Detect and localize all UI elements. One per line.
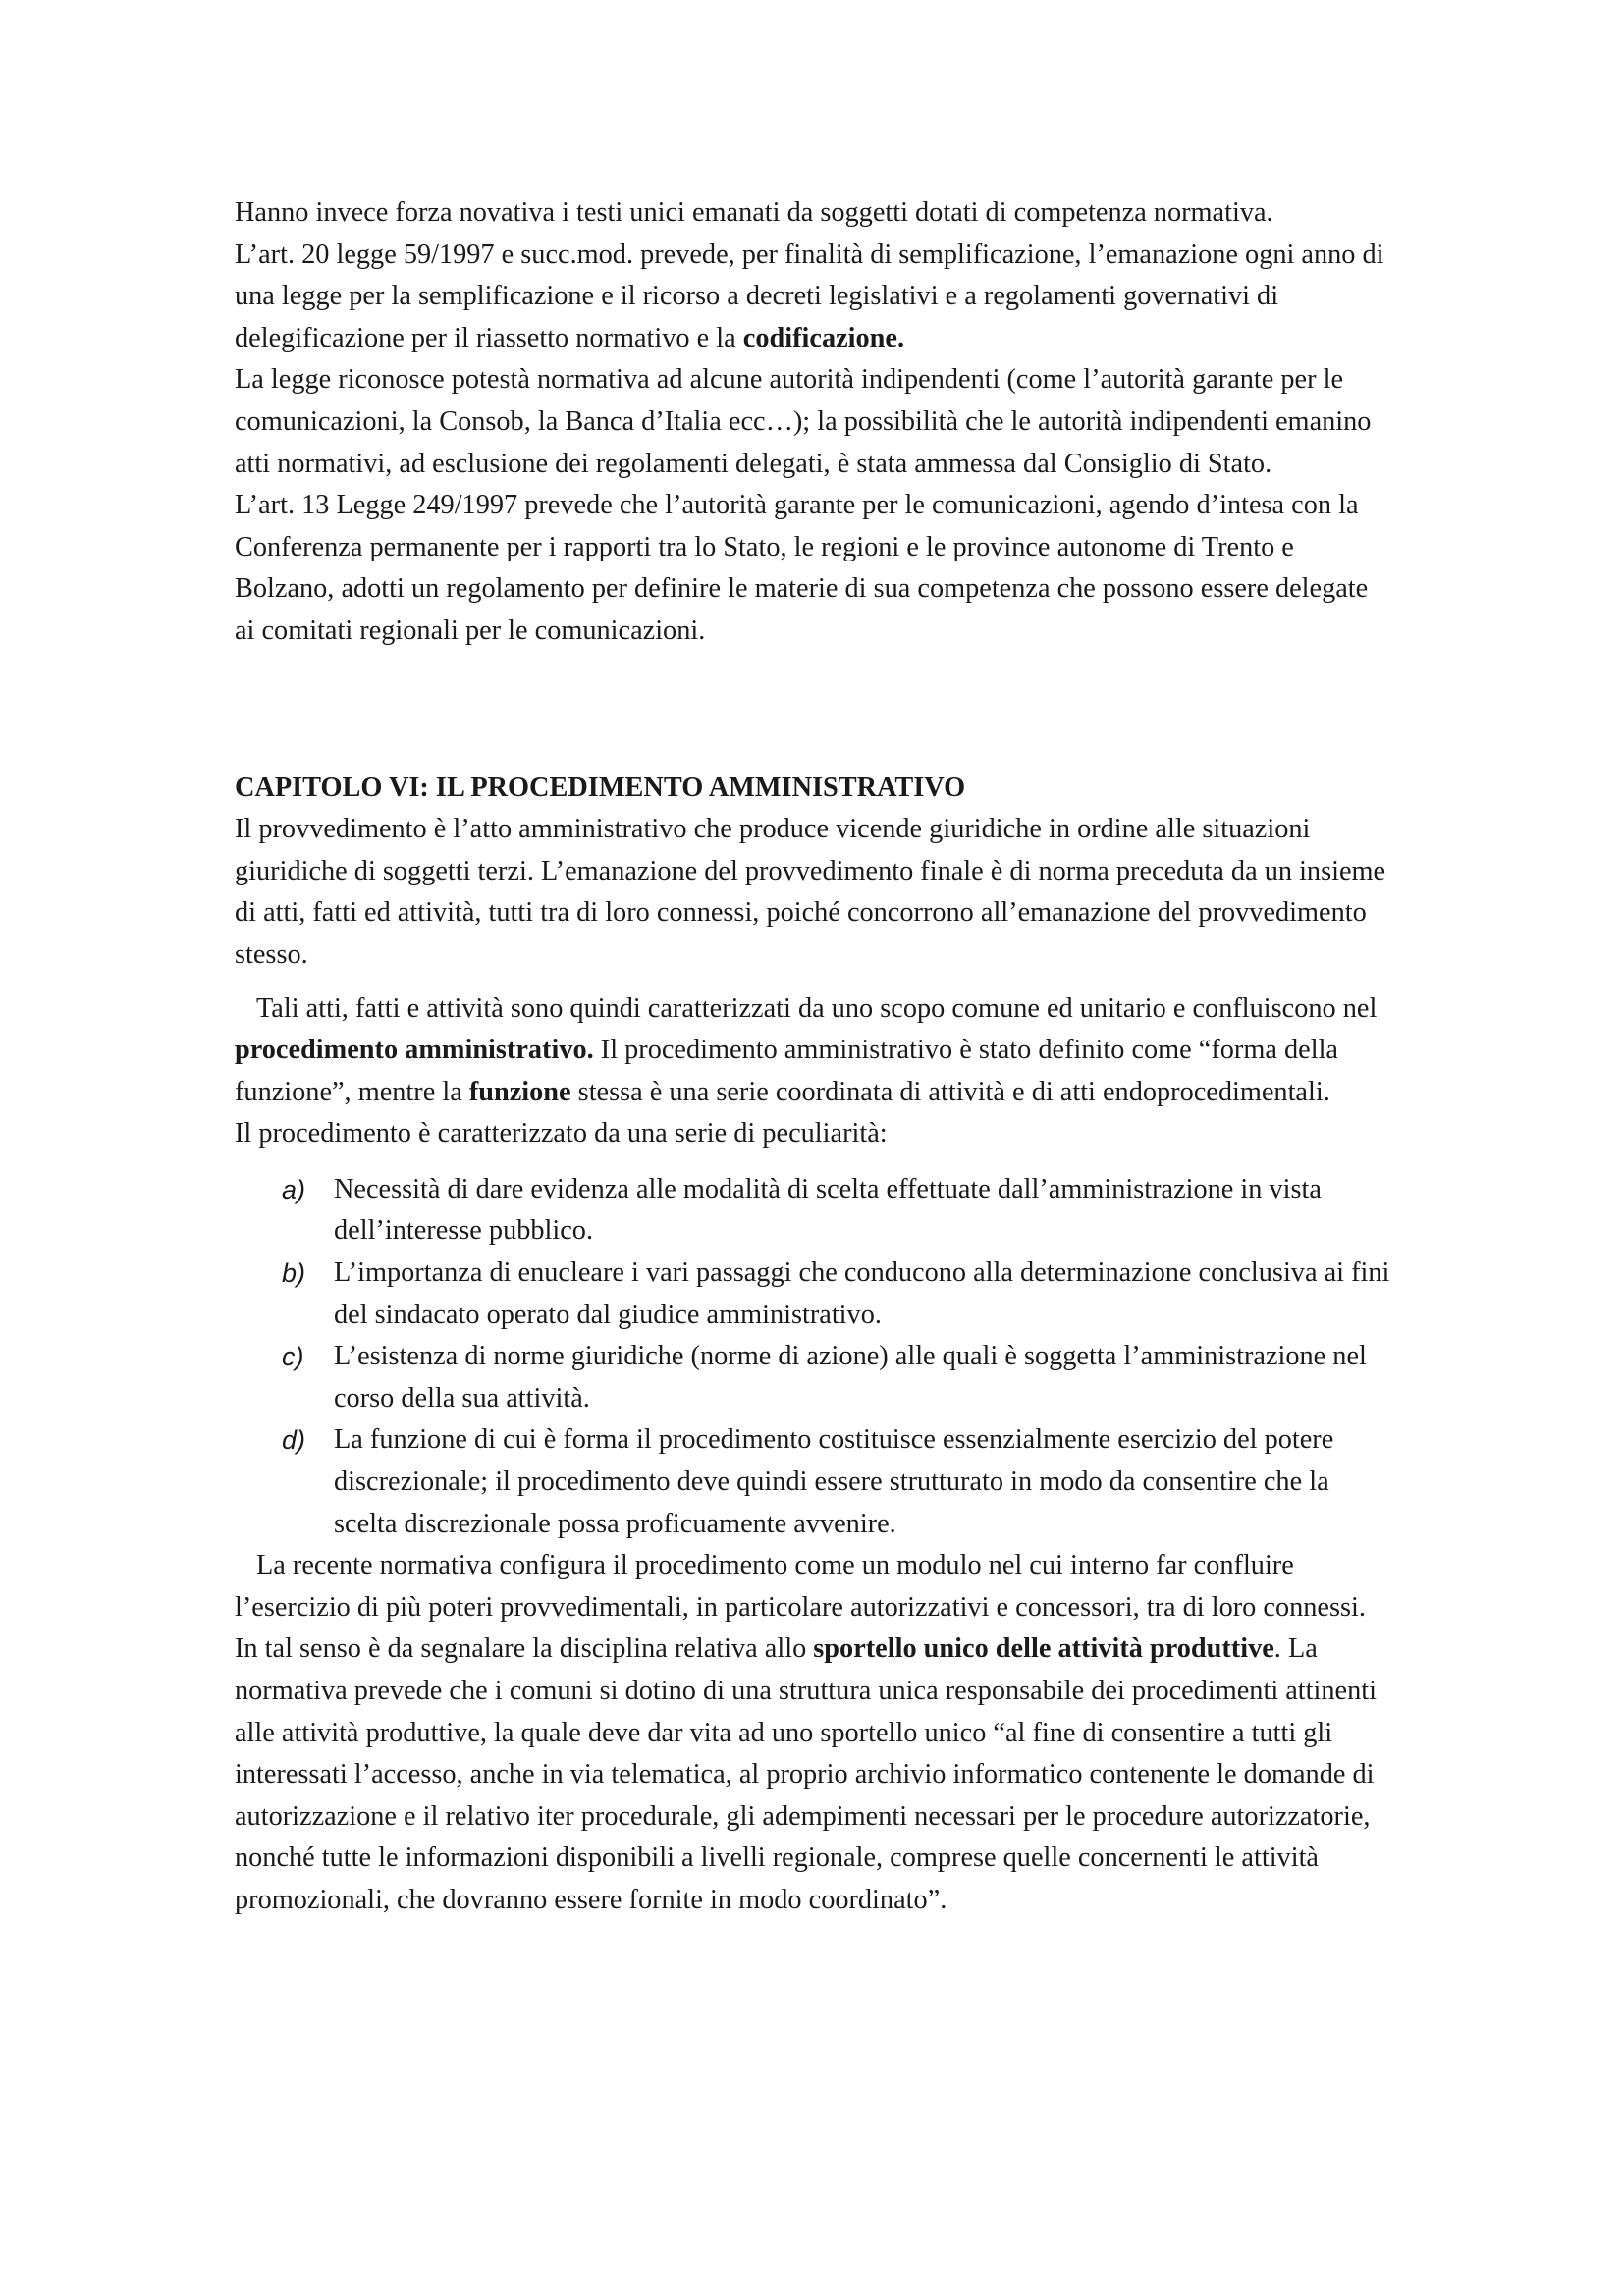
paragraph-testi-unici: Hanno invece forza novativa i testi unici emanati da soggetti dotati di competenza normativa. — [235, 197, 1273, 228]
list-item-text: L’importanza di enucleare i vari passaggi che conducono alla determinazione conclusiva ai fini del sindacato operato dal giudice amministrativo. — [334, 1257, 1390, 1330]
paragraph-provvedimento: Il provvedimento è l’atto amministrativo che produce vicende giuridiche in ordine alle situazioni giuridiche di soggetti terzi. L’emanazione del provvedimento finale è di norma preceduta da un insieme di atti, fatti ed attività, tutti tra di loro connessi, poiché concorrono all’emanazione del provvedimento stesso. — [235, 814, 1386, 970]
paragraph-peculiarita: Il procedimento è caratterizzato da una serie di peculiarità: — [235, 1118, 888, 1149]
list-item — [235, 1336, 1393, 1419]
chapter-heading: CAPITOLO VI: IL PROCEDIMENTO AMMINISTRATIVO — [235, 772, 966, 803]
peculiarita-list — [235, 1169, 1393, 1545]
bold-procedimento-amministrativo: procedimento amministrativo. — [235, 1035, 594, 1066]
list-item — [235, 1169, 1393, 1253]
paragraph-art-20 — [235, 235, 1393, 360]
list-marker: d) — [282, 1425, 306, 1456]
paragraph-atti-fatti-text-b: Il procedimento amministrativo è stato definito come “forma della funzione”, mentre la — [235, 1035, 1338, 1107]
bold-funzione: funzione — [468, 1076, 571, 1107]
list-item-text: La funzione di cui è forma il procedimento costituisce essenzialmente esercizio del potere discrezionale; il procedimento deve quindi essere strutturato in modo da consentire che la scelta discrezionale possa proficuamente avvenire. — [334, 1424, 1334, 1539]
paragraph-sportello-text-b: . La normativa prevede che i comuni si dotino di una struttura unica responsabile dei procedimenti attinenti alle attività produttive, la quale deve dar vita ad uno sportello unico “al fine di consentire a tutti gli interessati l’accesso, anche in via telematica, al proprio archivio informatico contenente le domande di autorizzazione e il relativo iter procedurale, gli adempimenti necessari per le procedure autorizzatorie, nonché tutte le informazioni disponibili a livelli regionale, comprese quelle concernenti le attività promozionali, che dovranno essere fornite in modo coordinato”. — [235, 1633, 1377, 1915]
paragraph-sportello-text-a: La recente normativa configura il procedimento come un modulo nel cui interno far confluire l’esercizio di più poteri provvedimentali, in particolare autorizzativi e concessori, tra di loro connessi. In tal senso è da segnalare la disciplina relativa allo — [235, 1550, 1366, 1665]
bold-sportello-unico: sportello unico delle attività produttive — [813, 1633, 1274, 1665]
paragraph-autorita-indipendenti: La legge riconosce potestà normativa ad alcune autorità indipendenti (come l’autorità garante per le comunicazioni, la Consob, la Banca d’Italia ecc…); la possibilità che le autorità indipendenti emanino atti normativi, ad esclusione dei regolamenti delegati, è stata ammessa dal Consiglio di Stato. — [235, 364, 1372, 479]
paragraph-atti-fatti-text-a: Tali atti, fatti e attività sono quindi caratterizzati da uno scopo comune ed unitario e confluiscono nel — [256, 992, 1378, 1024]
list-item — [235, 1253, 1393, 1336]
bold-codificazione: codificazione. — [742, 322, 905, 353]
paragraph-atti-fatti — [235, 988, 1393, 1114]
list-marker: a) — [282, 1174, 306, 1204]
paragraph-atti-fatti-text-c: stessa è una serie coordinata di attività e di atti endoprocedimentali. — [570, 1076, 1330, 1107]
document-page — [235, 192, 1393, 1922]
paragraph-sportello-unico — [235, 1545, 1393, 1921]
list-marker: b) — [282, 1258, 306, 1289]
list-item-text: L’esistenza di norme giuridiche (norme di azione) alle quali è soggetta l’amministrazione nel corso della sua attività. — [334, 1341, 1367, 1414]
list-item-text: Necessità di dare evidenza alle modalità di scelta effettuate dall’amministrazione in vista dell’interesse pubblico. — [334, 1173, 1322, 1247]
list-item — [235, 1419, 1393, 1545]
paragraph-art-13: L’art. 13 Legge 249/1997 prevede che l’autorità garante per le comunicazioni, agendo d’intesa con la Conferenza permanente per i rapporti tra lo Stato, le regioni e le province autonome di Trento e Bolzano, adotti un regolamento per definire le materie di sua competenza che possono essere delegate ai comitati regionali per le comunicazioni. — [235, 490, 1369, 646]
list-marker: c) — [282, 1342, 304, 1372]
paragraph-art-20-text: L’art. 20 legge 59/1997 e succ.mod. prevede, per finalità di semplificazione, l’emanazione ogni anno di una legge per la semplificazione e il ricorso a decreti legislativi e a regolamenti governativi di delegificazione per il riassetto normativo e la — [235, 239, 1384, 353]
